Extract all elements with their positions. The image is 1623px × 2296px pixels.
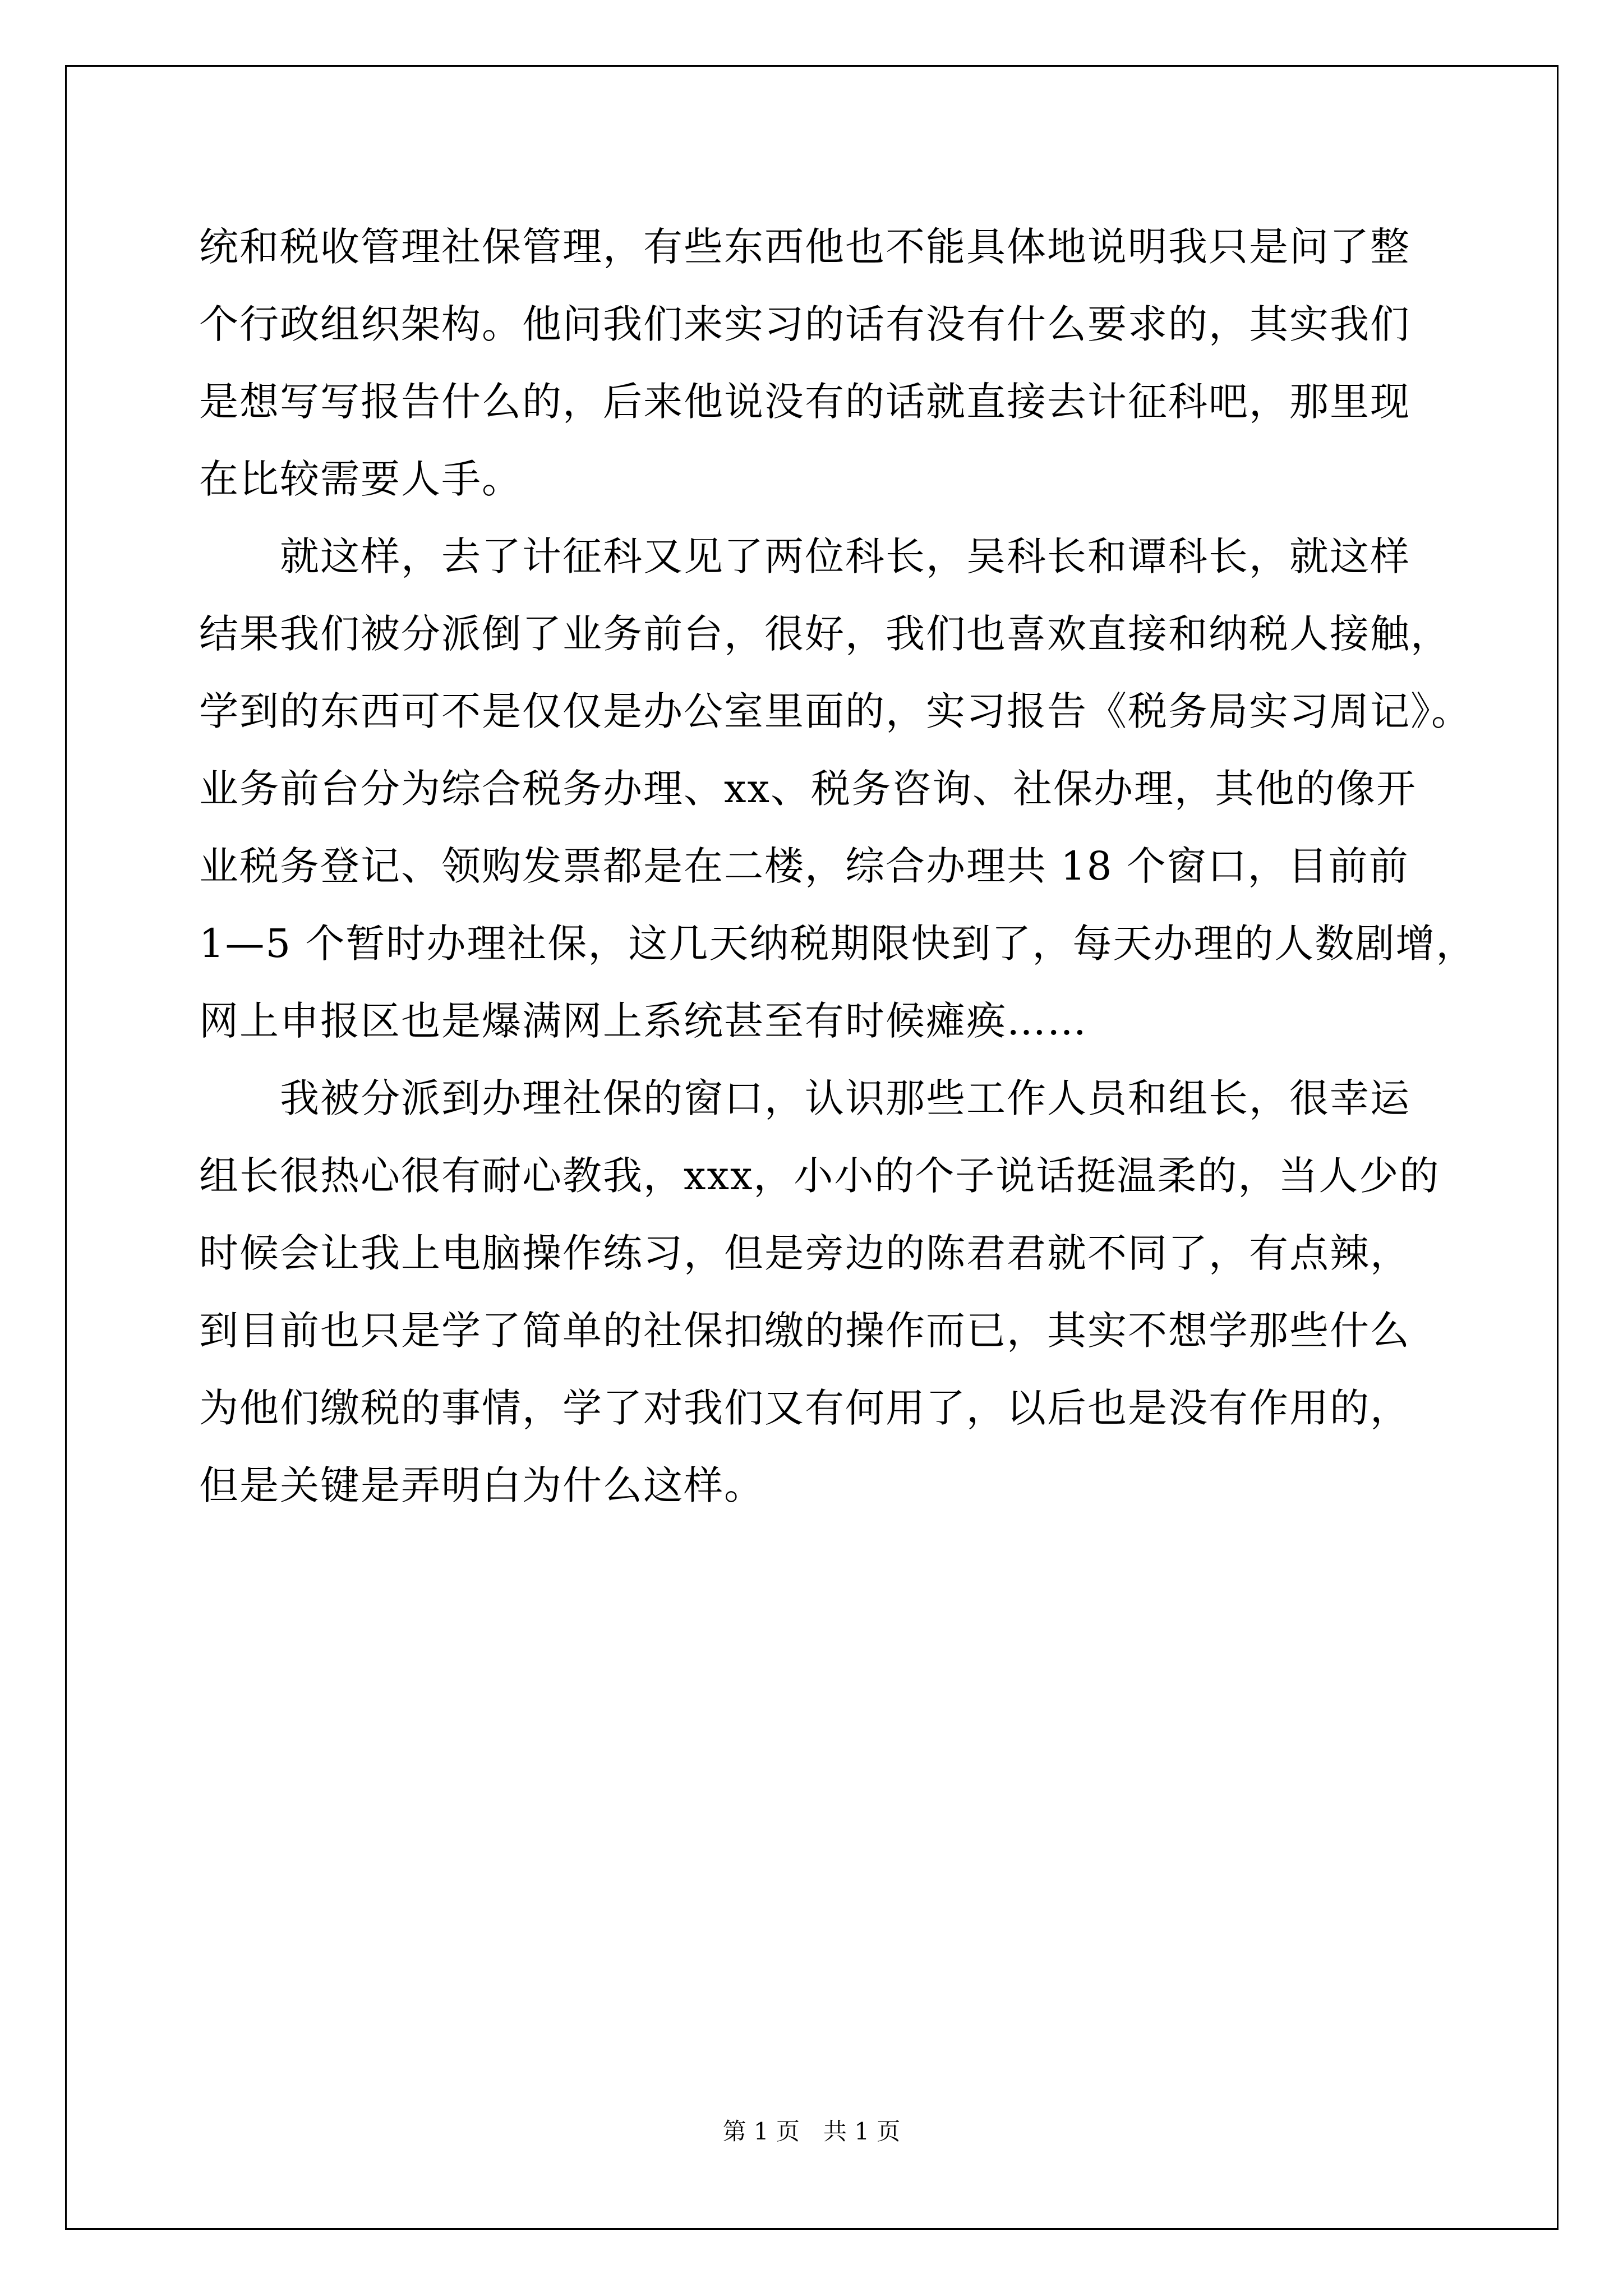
text-line: 统和税收管理社保管理，有些东西他也不能具体地说明我只是问了整: [199, 224, 1410, 270]
page-number: 第 1 页 共 1 页: [722, 2118, 901, 2145]
text-line: 到目前也只是学了简单的社保扣缴的操作而已，其实不想学那些什么: [199, 1308, 1410, 1354]
text-line: 就这样，去了计征科又见了两位科长，吴科长和谭科长，就这样: [199, 533, 1410, 579]
text-line: 个行政组织架构。他问我们来实习的话有没有什么要求的，其实我们: [199, 301, 1410, 347]
document-body: [199, 219, 1477, 1535]
text-line: 在比较需要人手。: [199, 456, 522, 502]
text-line: 1—5 个暂时办理社保，这几天纳税期限快到了，每天办理的人数剧增，: [199, 921, 1477, 967]
text-line: 但是关键是弄明白为什么这样。: [199, 1462, 764, 1508]
text-line: 是想写写报告什么的，后来他说没有的话就直接去计征科吧，那里现: [199, 379, 1410, 425]
text-line: 我被分派到办理社保的窗口，认识那些工作人员和组长，很幸运: [199, 1075, 1410, 1121]
text-line: 组长很热心很有耐心教我，xxx，小小的个子说话挺温柔的，当人少的: [199, 1153, 1440, 1199]
text-line: 为他们缴税的事情，学了对我们又有何用了，以后也是没有作用的，: [199, 1385, 1410, 1431]
text-line: 结果我们被分派倒了业务前台，很好，我们也喜欢直接和纳税人接触，: [199, 611, 1451, 657]
text-line: 业税务登记、领购发票都是在二楼，综合办理共 18 个窗口，目前前: [199, 843, 1409, 889]
text-line: 业务前台分为综合税务办理、xx、税务咨询、社保办理，其他的像开: [199, 766, 1417, 812]
text-line: 时候会让我上电脑操作练习，但是旁边的陈君君就不同了，有点辣，: [199, 1230, 1410, 1276]
text-line: 网上申报区也是爆满网上系统甚至有时候瘫痪……: [199, 998, 1087, 1044]
text-line: 学到的东西可不是仅仅是办公室里面的，实习报告《税务局实习周记》。: [199, 688, 1472, 734]
